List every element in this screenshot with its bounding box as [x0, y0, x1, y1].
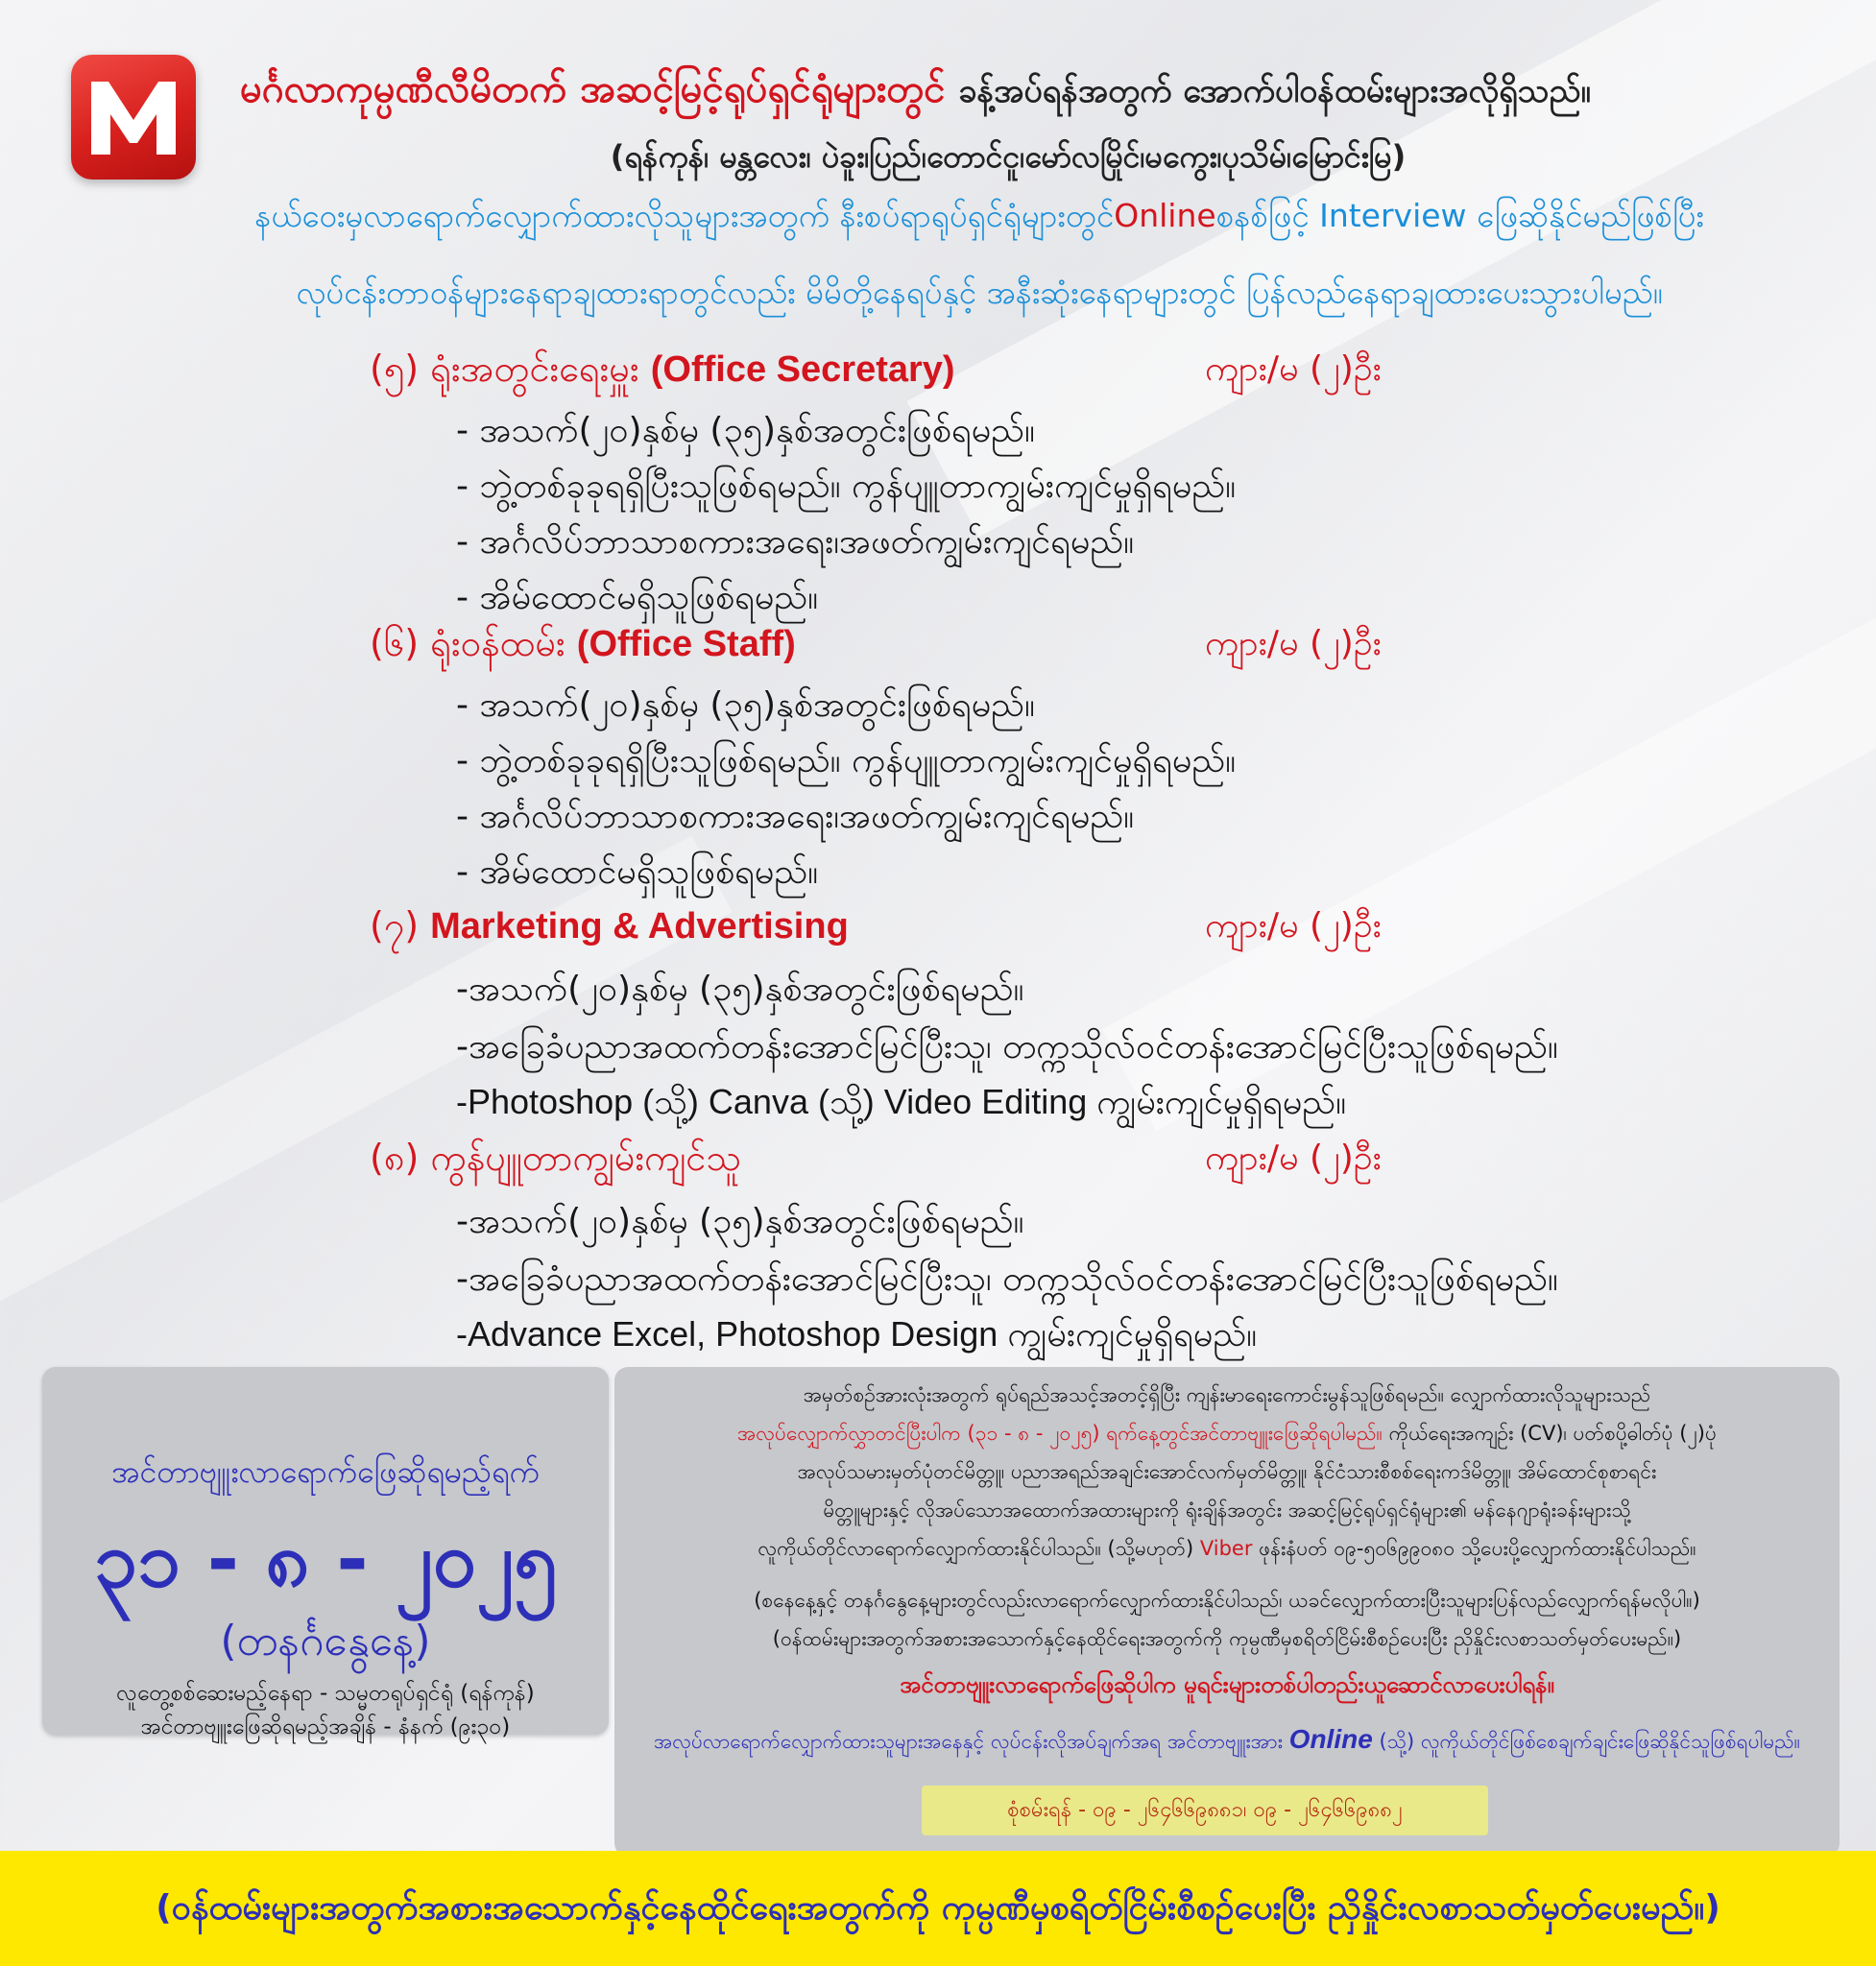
job-title: (၆) ရုံးဝန်ထမ်း (Office Staff) — [370, 622, 796, 664]
job-quantity: ကျား/မ (၂)ဦး — [1205, 349, 1382, 389]
job-quantity: ကျား/မ (၂)ဦး — [1205, 624, 1382, 663]
job-quantity: ကျား/မ (၂)ဦး — [1205, 906, 1382, 946]
requirement: - အင်္ဂလိပ်ဘာသာစကားအရေး၊အဖတ်ကျွမ်းကျင်ရမည်။ — [456, 797, 1135, 836]
interview-date: ၃၁ - ၈ - ၂၀၂၅ — [93, 1515, 558, 1604]
requirement: - ဘွဲ့တစ်ခုခုရရှိပြီးသူဖြစ်ရမည်။ ကွန်ပျူတာကျွမ်းကျင်မှုရှိရမည်။ — [456, 467, 1237, 506]
contact-phone: စုံစမ်းရန် - ၀၉ - ၂၆၄၆၆၉၈၈၁၊ ၀၉ - ၂၆၄၆၆၉၈၈၂ — [922, 1786, 1488, 1835]
requirement: -Advance Excel, Photoshop Design ကျွမ်းကျင်မှုရှိရမည်။ — [456, 1314, 1258, 1354]
requirement: -အသက်(၂၀)နှစ်မှ (၃၅)နှစ်အတွင်းဖြစ်ရမည်။ — [456, 1202, 1024, 1241]
requirement: - အသက်(၂၀)နှစ်မှ (၃၅)နှစ်အတွင်းဖြစ်ရမည်။ — [456, 685, 1035, 725]
requirement: -အခြေခံပညာအထက်တန်းအောင်မြင်ပြီးသူ၊ တက္ကသိုလ်ဝင်တန်းအောင်မြင်ပြီးသူဖြစ်ရမည်။ — [456, 1027, 1558, 1067]
interview-info-box — [42, 1367, 609, 1739]
interview-label: အင်တာဗျူးလာရောက်ဖြေဆိုရမည့်ရက် — [111, 1453, 540, 1490]
footer-banner: (ဝန်ထမ်းများအတွက်အစားအသောက်နှင့်နေထိုင်ရေးအတွက်ကို ကုမ္ပဏီမှစရိတ်ငြိမ်းစီစဉ်ပေးပြီး ညှိနှိုင်းလစာသတ်မှတ်ပေးမည်။) — [0, 1851, 1876, 1966]
title-subtext: ခန့်အပ်ရန်အတွက် အောက်ပါဝန်ထမ်းများအလိုရှိသည်။ — [958, 72, 1591, 110]
requirement: - အိမ်ထောင်မရှိသူဖြစ်ရမည်။ — [456, 852, 819, 892]
requirement: - အင်္ဂလိပ်ဘာသာစကားအရေး၊အဖတ်ကျွမ်းကျင်ရမည်။ — [456, 522, 1135, 562]
note-line: အလုပ်သမားမှတ်ပုံတင်မိတ္တူ၊ ပညာအရည်အချင်းအောင်လက်မှတ်မိတ္တူ၊ နိုင်ငံသားစီစစ်ရေးကဒ်မိတ္တူ၊ အိမ်ထောင်စုစာရင်း — [797, 1460, 1657, 1483]
city-list: (ရန်ကုန်၊ မန္တလေး၊ ပဲခူး၊ပြည်၊တောင်ငူ၊မော်လမြိုင်၊မကွေး၊ပုသိမ်၊မြောင်းမြ) — [610, 138, 1407, 175]
interview-time: အင်တာဗျူးဖြေဆိုရမည့်အချိန် - နံနက် (၉း၃၀) — [140, 1714, 511, 1739]
notes-box — [614, 1367, 1840, 1857]
note-line: (ဝန်ထမ်းများအတွက်အစားအသောက်နှင့်နေထိုင်ရေးအတွက်ကို ကုမ္ပဏီမှစရိတ်ငြိမ်းစီစဉ်ပေးပြီး ညှိနှိုင်းလစာသတ်မှတ်ပေးမည်။) — [772, 1627, 1682, 1650]
interview-place: လူတွေ့စစ်ဆေးမည့်နေရာ - သမ္မတရုပ်ရှင်ရုံ (ရန်ကုန်) — [116, 1681, 535, 1706]
requirement: - အိမ်ထောင်မရှိသူဖြစ်ရမည်။ — [456, 578, 819, 617]
job-title: (၈) ကွန်ပျူတာကျွမ်းကျင်သူ — [370, 1137, 742, 1179]
page-title — [240, 56, 1853, 125]
note-line: အလုပ်လျှောက်လွှာတင်ပြီးပါက (၃၁ - ၈ - ၂၀၂၅) ရက်နေ့တွင်အင်တာဗျူးဖြေဆိုရပါမည်။ ကိုယ်ရေးအကျဉ်း (CV)၊ ပတ်စပို့ဓါတ်ပုံ (၂)ပုံ — [737, 1422, 1717, 1445]
job-title: (၅) ရုံးအတွင်းရေးမှူး (Office Secretary) — [370, 348, 955, 390]
job-quantity: ကျား/မ (၂)ဦး — [1205, 1139, 1382, 1178]
note-line: အင်တာဗျူးလာရောက်ဖြေဆိုပါက မူရင်းများတစ်ပါတည်းယူဆောင်လာပေးပါရန်။ — [900, 1671, 1554, 1698]
online-notice-line2: လုပ်ငန်းတာဝန်များနေရာချထားရာတွင်လည်း မိမိတို့နေရပ်နှင့် အနီးဆုံးနေရာများတွင် ပြန်လည်နေရာချထားပေးသွားပါမည်။ — [296, 274, 1663, 311]
requirement: -အသက်(၂၀)နှစ်မှ (၃၅)နှစ်အတွင်းဖြစ်ရမည်။ — [456, 970, 1024, 1009]
requirement: - ဘွဲ့တစ်ခုခုရရှိပြီးသူဖြစ်ရမည်။ ကွန်ပျူတာကျွမ်းကျင်မှုရှိရမည်။ — [456, 741, 1237, 780]
m-logo-icon — [71, 55, 196, 180]
online-notice-line1: နယ်ဝေးမှလာရောက်လျှောက်ထားလိုသူများအတွက် နီးစပ်ရာရုပ်ရှင်ရုံများတွင်Onlineစနစ်ဖြင့် Interview ဖြေဆိုနိုင်မည်ဖြစ်ပြီး — [254, 197, 1704, 234]
job-title: (၇) Marketing & Advertising — [370, 904, 849, 947]
requirement: -Photoshop (သို့) Canva (သို့) Video Editing ကျွမ်းကျင်မှုရှိရမည်။ — [456, 1082, 1346, 1121]
note-line: မိတ္တူများနှင့် လိုအပ်သောအထောက်အထားများကို ရုံးချိန်အတွင်း အဆင့်မြင့်ရုပ်ရှင်ရုံများ၏ မန်နေဂျာရုံးခန်းများသို့ — [823, 1498, 1631, 1522]
requirement: -အခြေခံပညာအထက်တန်းအောင်မြင်ပြီးသူ၊ တက္ကသိုလ်ဝင်တန်းအောင်မြင်ပြီးသူဖြစ်ရမည်။ — [456, 1259, 1558, 1299]
note-line: အလုပ်လာရောက်လျှောက်ထားသူများအနေနှင့် လုပ်ငန်းလိုအပ်ချက်အရ အင်တာဗျူးအား Online (သို့) လူကိုယ်တိုင်ဖြစ်စေချက်ချင်းဖြေဆိုနိုင်သူဖြစ်ရပါမည်။ — [653, 1724, 1801, 1754]
requirement: - အသက်(၂၀)နှစ်မှ (၃၅)နှစ်အတွင်းဖြစ်ရမည်။ — [456, 411, 1035, 450]
interview-day: (တနင်္ဂနွေနေ့) — [220, 1617, 431, 1666]
note-line: အမှတ်စဉ်အားလုံးအတွက် ရုပ်ရည်အသင့်အတင့်ရှိပြီး ကျန်းမာရေးကောင်းမွန်သူဖြစ်ရမည်။ လျှောက်ထားလိုသူများသည် — [803, 1383, 1651, 1406]
company-title: မင်္ဂလာကုမ္ပဏီလီမိတက် အဆင့်မြင့်ရုပ်ရှင်ရုံများတွင် — [240, 67, 946, 111]
note-line: လူကိုယ်တိုင်လာရောက်လျှောက်ထားနိုင်ပါသည်။ (သို့မဟုတ်) Viber ဖုန်းနံပတ် ၀၉-၅၀၆၉၉၀၈၀ သို့ပေးပို့လျှောက်ထားနိုင်ပါသည်။ — [758, 1537, 1696, 1560]
note-line: (စနေနေ့နှင့် တနင်္ဂနွေနေ့များတွင်လည်းလာရောက်လျှောက်ထားနိုင်ပါသည်၊ ယခင်လျှောက်ထားပြီးသူများပြန်လည်လျှောက်ရန်မလိုပါ။) — [754, 1589, 1700, 1612]
